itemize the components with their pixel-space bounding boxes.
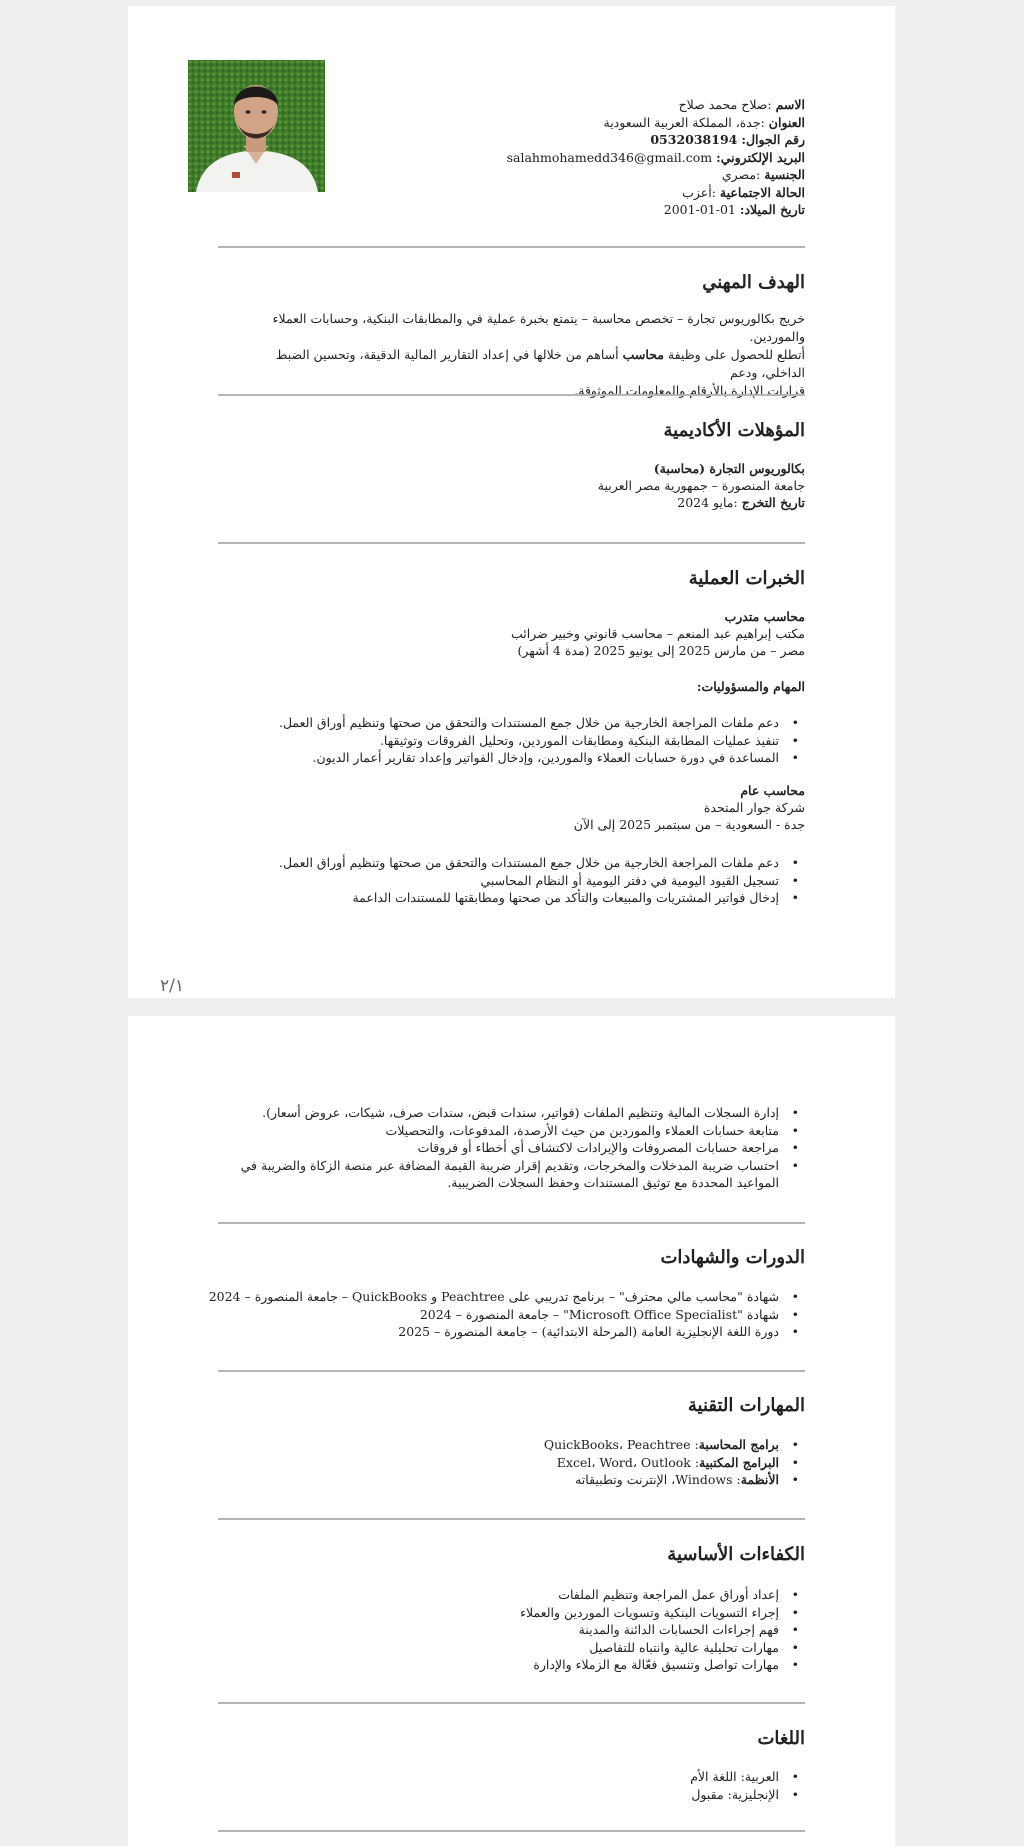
profile-photo-image <box>188 60 325 192</box>
dob-row <box>385 201 805 219</box>
email-value[interactable]: salahmohamedd346@gmail.com <box>506 149 713 165</box>
email-row <box>385 149 805 167</box>
languages-list <box>205 1768 805 1803</box>
skill-label: برامج المحاسبة <box>698 1437 779 1452</box>
objective-line-2-bold: محاسب <box>622 347 664 362</box>
address-row <box>385 114 805 132</box>
graduation-label: تاريخ التخرج <box>741 495 805 510</box>
mobile-label: رقم الجوال: <box>741 132 805 147</box>
list-item: • تنفيذ عمليات المطابقة البنكية ومطابقات الموردين، وتحليل الفروقات وتوثيقها. <box>205 732 805 750</box>
objective-line-2-post: أساهم من خلالها في إعداد التقارير المالية الدقيقة، وتحسين الضبط الداخلي، ودعم <box>275 347 805 380</box>
list-item: • متابعة حسابات العملاء والموردين من حيث الأرصدة، المدفوعات، والتحصيلات <box>205 1122 805 1140</box>
job1-company: مكتب إبراهيم عبد المنعم – محاسب قانوني وخبير ضرائب <box>511 626 805 641</box>
list-item: • مراجعة حسابات المصروفات والإيرادات لاكتشاف أي أخطاء أو فروقات <box>205 1139 805 1157</box>
list-item <box>205 1471 805 1489</box>
mobile-value: 0532038194 <box>650 132 738 147</box>
list-item: • شهادة "Microsoft Office Specialist" – جامعة المنصورة – 2024 <box>205 1306 805 1324</box>
list-item: • شهادة "محاسب مالي محترف" – برنامج تدريبي على Peachtree و QuickBooks – جامعة المنصورة – 2024 <box>205 1288 805 1306</box>
graduation-row <box>225 494 805 511</box>
core-competencies-list <box>205 1586 805 1674</box>
courses-list <box>205 1288 805 1341</box>
objective-text <box>235 310 805 400</box>
personal-info <box>385 96 805 219</box>
section-divider <box>218 1702 805 1704</box>
experience-title: الخبرات العملية <box>688 568 805 589</box>
job2-title: محاسب عام <box>740 783 805 798</box>
dob-value: 01-01-2001 <box>663 202 736 217</box>
objective-line-3: قرارات الإدارة بالأرقام والمعلومات الموثوقة. <box>574 383 805 398</box>
job1-duties-list <box>205 714 805 767</box>
list-item: • مهارات تحليلية عالية وانتباه للتفاصيل <box>205 1639 805 1657</box>
objective-line-1: خريج بكالوريوس تجارة – تخصص محاسبة – يتمتع بخبرة عملية في والمطابقات البنكية، وحسابات العملاء والموردين. <box>272 311 805 344</box>
name-label: الاسم <box>775 97 805 112</box>
list-item: • المساعدة في دورة حسابات العملاء والموردين، وإدخال الفواتير وإعداد تقارير أعمار الديون. <box>205 749 805 767</box>
section-divider <box>218 542 805 544</box>
job1-period: مصر – من مارس 2025 إلى يونيو 2025 (مدة 4 أشهر) <box>517 643 805 658</box>
cv-page-1 <box>128 6 895 998</box>
cv-page-2 <box>128 1016 895 1846</box>
list-item: • إعداد أوراق عمل المراجعة وتنظيم الملفات <box>205 1586 805 1604</box>
list-item: • إدخال فواتير المشتريات والمبيعات والتأكد من صحتها ومطابقتها للمستندات الداعمة <box>205 889 805 907</box>
list-item: • دورة اللغة الإنجليزية العامة (المرحلة الابتدائية) – جامعة المنصورة – 2025 <box>205 1323 805 1341</box>
skill-value: : Excel، Word، Outlook <box>556 1454 700 1470</box>
courses-title: الدورات والشهادات <box>660 1247 805 1268</box>
job2-block <box>225 782 805 833</box>
marital-row <box>385 184 805 202</box>
job1-duties-label-wrap <box>225 678 805 695</box>
skill-value: : Windows، الإنترنت وتطبيقاته <box>575 1472 741 1487</box>
objective-line-2-pre: أتطلع للحصول على وظيفة <box>667 347 805 362</box>
education-block <box>225 460 805 511</box>
dob-label: تاريخ الميلاد: <box>739 202 805 217</box>
tech-skills-list <box>205 1436 805 1489</box>
list-item: • دعم ملفات المراجعة الخارجية من خلال جمع المستندات والتحقق من صحتها وتنظيم أوراق العمل. <box>205 854 805 872</box>
list-item <box>205 1454 805 1472</box>
objective-title: الهدف المهني <box>702 272 805 293</box>
job2-duties-list <box>205 854 805 907</box>
skill-label: البرامج المكتبية <box>699 1454 779 1470</box>
list-item: • مهارات تواصل وتنسيق فعّالة مع الزملاء والإدارة <box>205 1656 805 1674</box>
marital-label: الحالة الاجتماعية <box>719 184 805 200</box>
graduation-value: :مايو 2024 <box>677 495 738 510</box>
job1-duties-label: المهام والمسؤوليات: <box>696 679 805 694</box>
mobile-row <box>385 131 805 149</box>
languages-title: اللغات <box>757 1728 805 1749</box>
list-item: • العربية: اللغة الأم <box>205 1768 805 1786</box>
objective-line-2 <box>235 346 805 382</box>
section-divider <box>218 1222 805 1224</box>
list-item <box>205 1157 805 1192</box>
section-divider <box>218 1370 805 1372</box>
job2-duties-continued <box>205 1104 805 1192</box>
nationality-label: الجنسية <box>764 167 805 182</box>
job2-period: جدة - السعودية – من سبتمبر 2025 إلى الآن <box>573 817 805 832</box>
job1-title: محاسب متدرب <box>724 609 805 624</box>
email-label: البريد الإلكتروني: <box>716 149 805 165</box>
marital-value: :أعزب <box>682 184 716 200</box>
education-title: المؤهلات الأكاديمية <box>663 420 805 441</box>
list-item: • إجراء التسويات البنكية وتسويات الموردين والعملاء <box>205 1604 805 1622</box>
job2-company: شركة جوار المتحدة <box>703 800 805 815</box>
nationality-value: :مصري <box>721 167 761 182</box>
core-competencies-title: الكفاءات الأساسية <box>667 1544 805 1565</box>
nationality-row <box>385 166 805 184</box>
address-value: :جدة، المملكة العربية السعودية <box>603 114 765 130</box>
list-item: • فهم إجراءات الحسابات الدائنة والمدينة <box>205 1621 805 1639</box>
skill-label: الأنظمة <box>740 1472 779 1487</box>
profile-photo <box>188 60 325 192</box>
list-item <box>205 1436 805 1454</box>
list-item: • دعم ملفات المراجعة الخارجية من خلال جمع المستندات والتحقق من صحتها وتنظيم أوراق العمل. <box>205 714 805 732</box>
section-divider <box>218 394 805 396</box>
university-name: جامعة المنصورة – جمهورية مصر العربية <box>597 478 805 493</box>
degree-name: بكالوريوس التجارة (محاسبة) <box>653 461 805 476</box>
page-number: ٢/١ <box>160 976 184 996</box>
list-item-text: احتساب ضريبة المدخلات والمخرجات، وتقديم إقرار ضريبة القيمة المضافة عبر منصة الزكاة والضريبة في <box>240 1157 779 1173</box>
section-divider <box>218 246 805 248</box>
section-divider <box>218 1830 805 1832</box>
tech-skills-title: المهارات التقنية <box>687 1395 805 1416</box>
name-value: :صلاح محمد صلاح <box>678 97 772 112</box>
list-item: • الإنجليزية: مقبول <box>205 1786 805 1804</box>
skill-value: : QuickBooks، Peachtree <box>543 1437 699 1452</box>
job1-block <box>225 608 805 659</box>
list-item-tail: المواعيد المحددة مع توثيق المستندات وحفظ السجلات الضريبية. <box>447 1175 779 1190</box>
list-item: • تسجيل القيود اليومية في دفتر اليومية أو النظام المحاسبي <box>205 872 805 890</box>
address-label: العنوان <box>768 114 805 130</box>
section-divider <box>218 1518 805 1520</box>
name-row <box>385 96 805 114</box>
list-item: • إدارة السجلات المالية وتنظيم الملفات (فواتير، سندات قبض، سندات صرف، شيكات، عروض أسعار). <box>205 1104 805 1122</box>
